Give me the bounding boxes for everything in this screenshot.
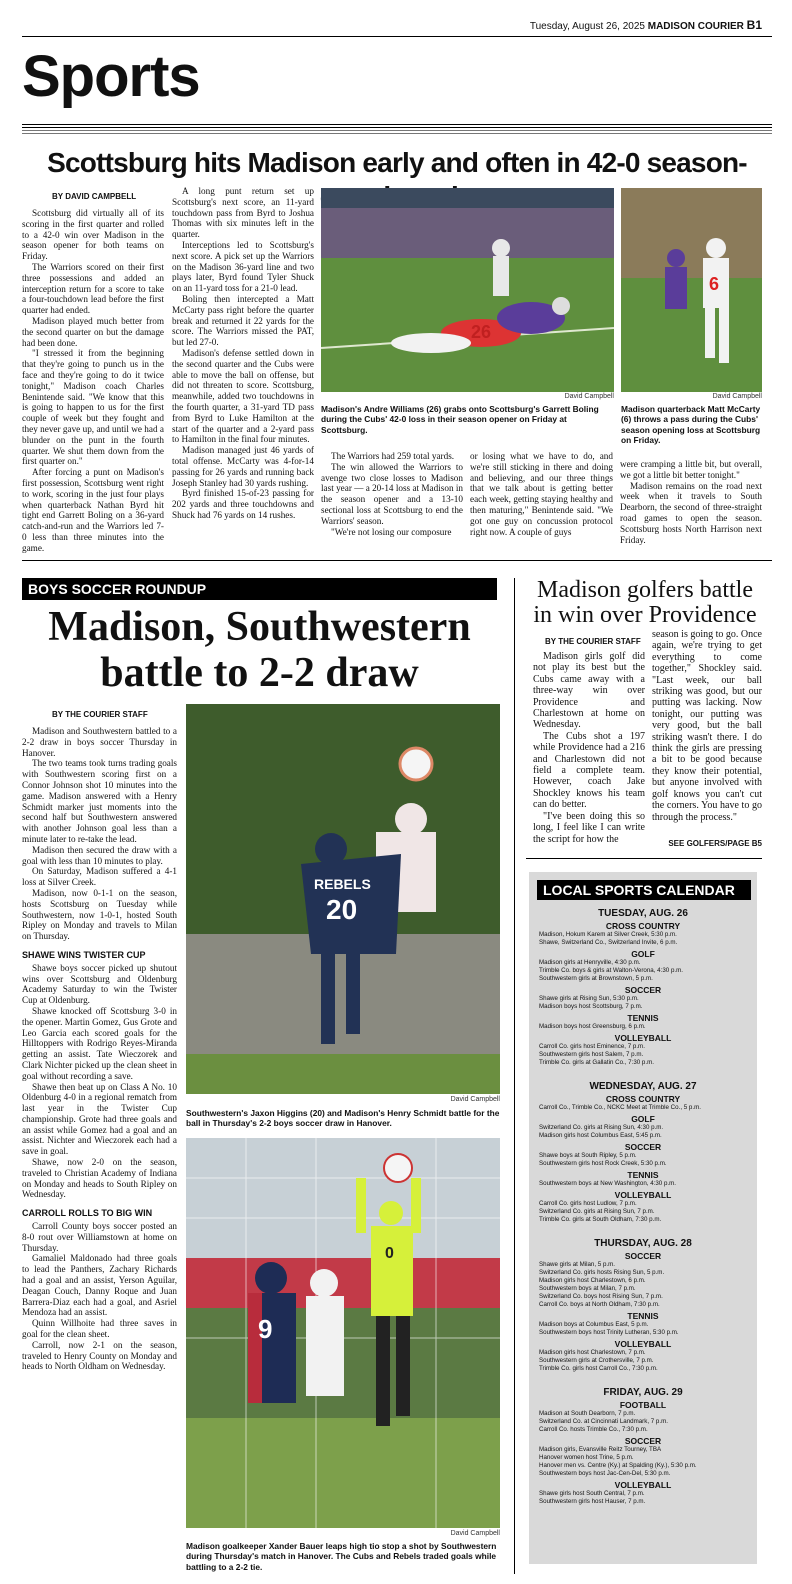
paragraph: Madison managed just 46 yards of total offense. McCarty was 4-for-14 passing for 26 yards and running back Joseph Stanley had 30 yards rushing. <box>172 445 314 488</box>
folio-paper: MADISON COURIER <box>647 21 744 32</box>
calendar-sport-heading: SOCCER <box>624 1251 662 1261</box>
story1-photo2 <box>621 188 762 392</box>
story3-byline <box>545 631 641 649</box>
calendar-event: Switzerland Co. girls at Rising Sun, 4:30 p.m. <box>539 1124 664 1131</box>
story3-col1 <box>533 651 645 845</box>
svg-text:26: 26 <box>471 322 492 342</box>
calendar-event: Trimble Co. girls at South Oldham, 7:30 p.m. <box>539 1216 662 1223</box>
calendar-sport-heading: VOLLEYBALL <box>614 1480 672 1490</box>
paragraph: The win allowed the Warriors to avenge two close losses to Madison last year — a 20-14 loss at Madison in the season opener and a 13-10 sectional loss at Scottsburg to end the Warriors' season. <box>321 461 463 526</box>
calendar-event: Switzerland Co. girls hosts Rising Sun, 5 p.m. <box>539 1269 665 1276</box>
paragraph: A long punt return set up Scottsburg's next score, an 11-yard touchdown pass from Byrd to Joshua Thomas with six minutes left in the quarter. <box>172 186 314 240</box>
story2-photo2-caption: Madison goalkeeper Xander Bauer leaps high tio stop a shot by Southwestern during Thursday's match in Hanover. The Cubs and Rebels traded goals while battling to a 2-2 tie. <box>186 1541 497 1572</box>
paragraph: Byrd finished 15-of-23 passing for 202 yards and three touchdowns and Shuck had 76 yards on 14 rushes. <box>172 488 314 520</box>
calendar-event: Madison girls at Henryville, 4:30 p.m. <box>539 959 641 966</box>
story2-headline: Madison, Southwestern battle to 2-2 draw <box>48 604 471 696</box>
calendar-sport-heading: VOLLEYBALL <box>614 1339 672 1349</box>
svg-text:6: 6 <box>709 274 720 294</box>
paragraph: Carroll, now 2-1 on the season, traveled to Henry County on Monday and heads to North Oldham on Wednesday. <box>22 1339 177 1372</box>
calendar-day-heading: WEDNESDAY, AUG. 27 <box>589 1081 697 1092</box>
calendar-event: Southwestern girls host Hauser, 7 p.m. <box>539 1498 646 1505</box>
calendar-event: Trimble Co. boys & girls at Walton-Verona, 4:30 p.m. <box>539 967 683 974</box>
calendar-days <box>529 908 757 1506</box>
jersey-number-2: 9 <box>258 1314 273 1344</box>
story2-kicker: BOYS SOCCER ROUNDUP <box>22 578 497 600</box>
calendar-event: Southwestern boys host Jac-Cen-Del, 5:30 p.m. <box>539 1470 671 1477</box>
calendar-event: Carroll Co. girls host Eminence, 7 p.m. <box>539 1043 645 1050</box>
story2-photo2 <box>186 1138 500 1528</box>
calendar-event: Southwestern girls at Crothersville, 7 p.m. <box>539 1357 654 1364</box>
paragraph: Scottsburg did virtually all of its scoring in the first quarter and rolled to a 42-0 win over Madison in the season opener for both teams on Friday. <box>22 208 164 262</box>
story2-body <box>22 726 177 1372</box>
story3-byline-text: BY THE COURIER STAFF <box>545 637 641 646</box>
calendar-event: Shawe girls at Milan, 5 p.m. <box>539 1261 615 1268</box>
sports-calendar <box>529 872 757 1564</box>
top-rule <box>22 36 772 37</box>
calendar-day-heading: TUESDAY, AUG. 26 <box>598 908 688 919</box>
story1-headline: Scottsburg hits Madison early and often in 42-0 season- <box>47 147 747 178</box>
paragraph: "I stressed it from the beginning that they're going to punch us in the face and they're going to do it twice tonight," Madison coach Charles Benintende said. "We know that this is going to happen to us for the first couple of week but they fought and they never gave up, and until we had a blunder on the punt in the fourth quarter. We shut them down from the first quarter on." <box>22 348 164 467</box>
paragraph: Quinn Willhoite had three saves in goal for the clean sheet. <box>22 1318 177 1340</box>
section-title: Sports <box>22 44 200 109</box>
calendar-event: Shawe girls at Rising Sun, 5:30 p.m. <box>539 995 639 1002</box>
paragraph: "I've been doing this so long, I feel like I can write the script for how the <box>533 810 645 845</box>
calendar-day-heading: FRIDAY, AUG. 29 <box>603 1387 683 1398</box>
calendar-event: Trimble Co. girls at Gallatin Co., 7:30 p.m. <box>539 1059 654 1066</box>
goalkeeper-photo <box>186 1138 500 1528</box>
calendar-event: Madison boys host Scottsburg, 7 p.m. <box>539 1003 643 1010</box>
calendar-event: Carroll Co., Trimble Co., NCKC Meet at Trimble Co., 5 p.m. <box>539 1104 701 1111</box>
paragraph: Madison's defense settled down in the second quarter and the Cubs were able to move the ball on offense, but did not threaten to score. Scottsburg, meanwhile, added two touchdowns in the fourth quarter, a 31-yard TD pass from Byrd to Luke Hamilton at the start of the quarter and a 2-yard pass to Hamilton in the final four minutes. <box>172 347 314 445</box>
calendar-event: Southwestern boys at Milan, 7 p.m. <box>539 1285 636 1292</box>
calendar-event: Switzerland Co. girls at Rising Sun, 7 p.m. <box>539 1208 655 1215</box>
calendar-event: Madison girls, Evansville Reitz Tourney, TBA <box>539 1446 662 1453</box>
story2-byline-text: BY THE COURIER STAFF <box>52 710 148 719</box>
calendar-sport-heading: SOCCER <box>624 1436 662 1446</box>
calendar-event: Madison girls host Charlestown, 7 p.m. <box>539 1349 646 1356</box>
paragraph: Shawe then beat up on Class A No. 10 Oldenburg 4-0 in a regional rematch from last year in the Twister Cup championship. Grote had three goals and an assist while Gomez had a goal and an assist. Nichter and Wieczorek each had a save in goal. <box>22 1081 177 1157</box>
calendar-event: Shawe, Switzerland Co., Switzerland Invite, 6 p.m. <box>539 939 678 946</box>
calendar-sport-heading: GOLF <box>631 1114 655 1124</box>
paragraph: season is going to go. Once again, we're trying to get everything to come together," Shockley said. "Last week, our ball striking was good, but our putting was lacking. Now tonight, our putting was very good, but the ball striking wasn't there. I do think the girls are pressing a bit to be good because they know their potential, but anyone involved with golf knows you can't cut the corners. You have to go through the process." <box>652 629 762 823</box>
calendar-event: Switzerland Co. at Cincinnati Landmark, 7 p.m. <box>539 1418 668 1425</box>
calendar-title: LOCAL SPORTS CALENDAR <box>537 880 751 900</box>
story1-byline <box>52 186 136 204</box>
calendar-event: Madison girls host Charlestown, 6 p.m. <box>539 1277 646 1284</box>
section-rule <box>22 124 772 128</box>
subhead-carroll: CARROLL ROLLS TO BIG WIN <box>22 1208 153 1219</box>
paragraph: Madison played much better from the second quarter on but the damage had been done. <box>22 315 164 348</box>
calendar-event: Madison, Hokum Karem at Silver Creek, 5:30 p.m. <box>539 931 677 938</box>
calendar-event: Carroll Co. girls host Ludlow, 7 p.m. <box>539 1200 637 1207</box>
calendar-sport-heading: TENNIS <box>627 1170 659 1180</box>
paragraph: Madison girls golf did not play its best but the Cubs came away with a three-way win over Providence and Charlestown at home on Wednesday. <box>533 651 645 731</box>
calendar-event: Switzerland Co. boys host Rising Sun, 7 p.m. <box>539 1293 663 1300</box>
story2-photo1 <box>186 704 500 1094</box>
calendar-event: Southwestern boys at New Washington, 4:30 p.m. <box>539 1180 676 1187</box>
calendar-sport-heading: VOLLEYBALL <box>614 1190 672 1200</box>
calendar-event: Southwestern girls host Salem, 7 p.m. <box>539 1051 644 1058</box>
calendar-top-rule <box>526 858 762 859</box>
paragraph: or losing what we have to do, and we're still sticking in there and doing and believing, and our three things that we talk about is getting better each week, getting staying healthy and then maturing," Benintende said. "We got one guy on concussion protocol right now. A couple of guys <box>470 451 613 537</box>
calendar-event: Madison boys at Columbus East, 5 p.m. <box>539 1321 649 1328</box>
paragraph: Shawe, now 2-0 on the season, traveled to Christian Academy of Indiana on Monday and heads to South Ripley on Wednesday. <box>22 1157 177 1200</box>
paragraph: The Cubs shot a 197 while Providence had a 216 and Charlestown did not field a complete team. However, coach Jake Shockley knows his team can do better. <box>533 730 645 811</box>
paragraph: The Warriors had 259 total yards. <box>331 451 455 461</box>
paragraph: Shawe boys soccer picked up shutout wins over Scottsburg and Oldenburg Academy Saturday to win the Twister Cup at Oldenburg. <box>22 962 177 1006</box>
calendar-event: Hanover women host Trine, 5 p.m. <box>539 1454 634 1461</box>
paragraph: Gamaliel Maldonado had three goals to lead the Panthers, Zachary Richards had a goal and an assist, Yerson Aguilar, Deagan Couch, Danny Roque and Juan Barrera-Diaz each had a goal, and Asriel Mendoza had an assist. <box>22 1253 177 1318</box>
paragraph: Madison then secured the draw with a goal with less than 10 minutes to play. <box>22 844 177 866</box>
story2-photo1-credit: David Campbell <box>450 1096 500 1103</box>
calendar-event: Trimble Co. girls host Carroll Co., 7:30 p.m. <box>539 1365 658 1372</box>
jersey-number: 20 <box>326 894 358 925</box>
calendar-sport-heading: TENNIS <box>627 1013 659 1023</box>
story2-photo1-caption: Southwestern's Jaxon Higgins (20) and Madison's Henry Schmidt battle for the ball in Thursday's 2-2 boys soccer draw in Hanover. <box>186 1108 500 1129</box>
calendar-sport-heading: VOLLEYBALL <box>614 1033 672 1043</box>
story3-headline: Madison golfers battle in win over Providence <box>533 577 757 628</box>
calendar-sport-heading: CROSS COUNTRY <box>605 921 681 931</box>
paragraph: The Warriors scored on their first three possessions and added an interception return for a score to take a four-touchdown lead before the first quarter had ended. <box>22 261 164 316</box>
quarterback-photo <box>621 188 762 392</box>
paragraph: After forcing a punt on Madison's first possession, Scottsburg went right to work, scoring in the just four plays when quarterback Nathan Byrd hit tight end Garrett Boling on a 36-yard catch-and-run and the Warriors led 7-0 less than three minutes into the game. <box>22 467 164 553</box>
paragraph: were cramping a little bit, but overall, we got a little bit better tonight." <box>620 459 762 480</box>
calendar-sport-heading: CROSS COUNTRY <box>605 1094 681 1104</box>
story2-photo2-credit: David Campbell <box>450 1530 500 1537</box>
calendar-event: Madison girls host Columbus East, 5:45 p.m. <box>539 1132 662 1139</box>
paragraph: The two teams took turns trading goals with Southwestern scoring first on a Connor Johnson shot 10 minutes into the game. Madison answered with a Henry Schmidt marker just moments into the second half but Southwestern answered with another Johnson goal less than a minute later to re-take the lead. <box>22 758 177 844</box>
paragraph: Madison, now 0-1-1 on the season, hosts Scottsburg on Tuesday while Southwestern, now 1-0-1, hosted South Ripley on Monday and travels to Milan on Thursday. <box>22 887 177 942</box>
calendar-sport-heading: GOLF <box>631 949 655 959</box>
story2-byline <box>52 704 148 722</box>
page-folio <box>530 18 762 32</box>
paragraph: Madison and Southwestern battled to a 2-2 draw in boys soccer Thursday in Hanover. <box>22 726 177 758</box>
story1-photo2-credit: David Campbell <box>712 393 762 400</box>
calendar-sport-heading: FOOTBALL <box>619 1400 667 1410</box>
football-action-photo <box>321 188 614 392</box>
calendar-sport-heading: TENNIS <box>627 1311 659 1321</box>
subhead-shawe: SHAWE WINS TWISTER CUP <box>22 949 146 960</box>
paragraph: Interceptions led to Scottsburg's next score. A pick set up the Warriors on the Madison 36-yard line and two plays later, Byrd found Tyler Shuck on an 11-yard toss for a 21-0 lead. <box>172 239 314 294</box>
paragraph: "We're not losing our composure <box>331 526 452 537</box>
paragraph: Carroll County boys soccer posted an 8-0 rout over Williamstown at home on Thursday. <box>22 1221 177 1253</box>
story1-col3 <box>321 451 463 537</box>
soccer-header-photo <box>186 704 500 1094</box>
calendar-event: Shawe boys at South Ripley, 5 p.m. <box>539 1152 637 1159</box>
jersey-text: REBELS <box>314 876 371 892</box>
paragraph: Boling then intercepted a Matt McCarty pass right before the quarter break and returned it 22 yards for the score. The Warriors missed the PAT, but led 27-0. <box>172 293 314 348</box>
paragraph: On Saturday, Madison suffered a 4-1 loss at Silver Creek. <box>22 866 177 888</box>
calendar-event: Southwestern girls host Rock Creek, 5:30 p.m. <box>539 1160 667 1167</box>
story1-photo1-credit: David Campbell <box>564 393 614 400</box>
story1-col4 <box>470 451 613 537</box>
calendar-event: Hanover men vs. Centre (Ky.) at Spalding (Ky.), 5:30 p.m. <box>539 1462 697 1469</box>
story1-col5 <box>620 459 762 545</box>
calendar-event: Carroll Co. hosts Trimble Co., 7:30 p.m. <box>539 1426 648 1433</box>
story1-photo2-caption: Madison quarterback Matt McCarty (6) throws a pass during the Cubs' season opening loss at Scottsburg on Friday. <box>621 404 761 446</box>
story3-col2 <box>652 629 762 823</box>
calendar-day-heading: THURSDAY, AUG. 28 <box>594 1238 692 1249</box>
story1-col2 <box>172 186 314 521</box>
calendar-event: Shawe girls host South Central, 7 p.m. <box>539 1490 645 1497</box>
folio-page: B1 <box>746 18 762 32</box>
calendar-event: Southwestern boys host Trinity Lutheran, 5:30 p.m. <box>539 1329 679 1336</box>
column-rule <box>514 578 515 1574</box>
calendar-sport-heading: SOCCER <box>624 985 662 995</box>
story-divider <box>22 560 772 561</box>
folio-date: Tuesday, August 26, 2025 <box>529 21 645 32</box>
paragraph: Madison remains on the road next week when it travels to South Dearborn, the second of three-straight road games to open the season. Scottsburg hosts North Harrison next Friday. <box>620 480 762 545</box>
calendar-event: Madison at South Dearborn, 7 p.m. <box>539 1410 636 1417</box>
calendar-event: Southwestern girls at Brownstown, 5 p.m. <box>539 975 653 982</box>
story1-col1 <box>22 208 164 554</box>
calendar-sport-heading: SOCCER <box>624 1142 662 1152</box>
story1-photo1-caption: Madison's Andre Williams (26) grabs onto Scottsburg's Garrett Boling during the Cubs' 42-0 loss in their season opener on Friday at Scottsburg. <box>321 404 599 435</box>
keeper-number: 0 <box>385 1245 394 1262</box>
calendar-event: Carroll Co. boys at North Oldham, 7:30 p.m. <box>539 1301 660 1308</box>
paragraph: Shawe knocked off Scottsburg 3-0 in the opener. Martin Gomez, Gus Grote and Leo Garcia each scored goals for the Hilltoppers with Rodrigo Reyes-Miranda getting an assist. Tate Wieczorek and Clark Nichter picked up the clean sheet in goal without recording a save. <box>22 1005 177 1081</box>
story1-byline-text: BY DAVID CAMPBELL <box>52 192 137 201</box>
section-rule-2 <box>22 130 772 134</box>
calendar-event: Madison boys host Greensburg, 6 p.m. <box>539 1023 646 1030</box>
story3-jump[interactable]: SEE GOLFERS/PAGE B5 <box>668 839 762 848</box>
story1-photo1 <box>321 188 614 392</box>
